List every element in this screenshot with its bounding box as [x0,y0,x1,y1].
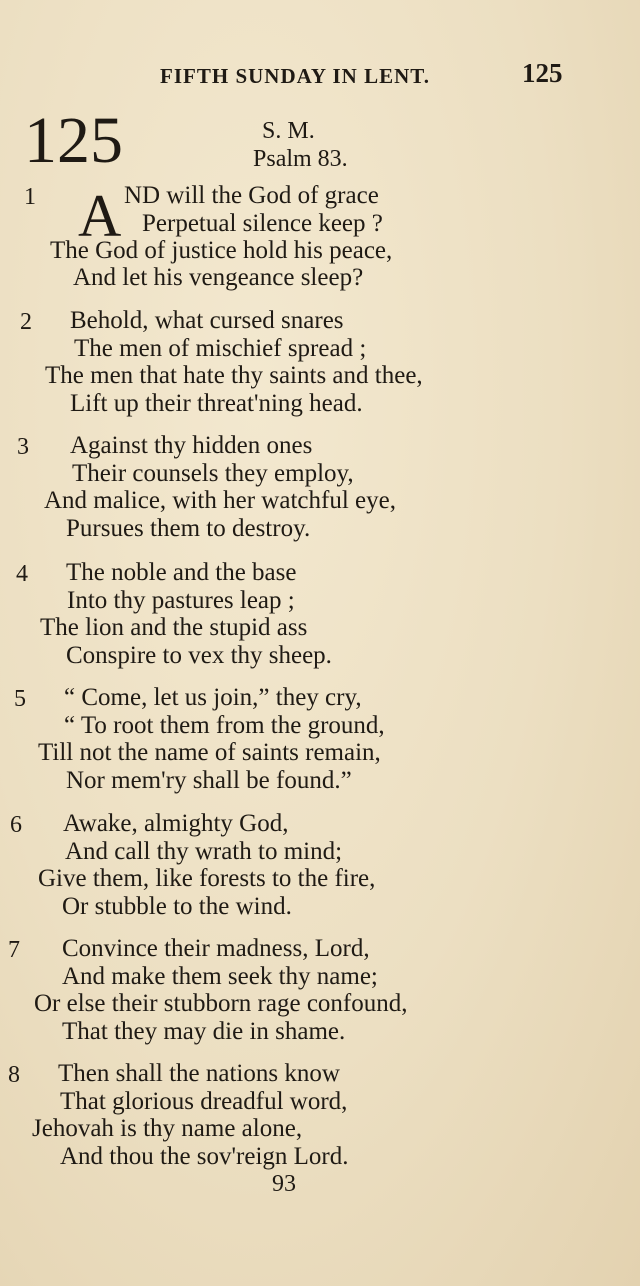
verse-line: Then shall the nations know [58,1060,340,1087]
verse-line: Perpetual silence keep ? [142,210,383,237]
verse-line: That they may die in shame. [62,1018,346,1045]
verse-line: And let his vengeance sleep? [73,264,364,291]
stanza-number: 4 [16,561,28,587]
verse-line: Pursues them to destroy. [66,515,311,542]
verse-line: Behold, what cursed snares [70,307,344,334]
signature-mark: 93 [272,1171,296,1197]
verse-line: The lion and the stupid ass [40,614,308,641]
stanza-number: 6 [10,812,22,838]
verse-line: “ Come, let us join,” they cry, [64,684,362,711]
stanza-number: 8 [8,1062,20,1088]
verse-line: Till not the name of saints remain, [38,739,381,766]
verse-line: Against thy hidden ones [70,432,313,459]
verse-line: Awake, almighty God, [63,810,289,837]
hymn-meter: S. M. [262,118,315,144]
verse-line: Or stubble to the wind. [62,893,292,920]
verse-line: Give them, like forests to the fire, [38,865,376,892]
stanza-number: 7 [8,937,20,963]
hymn-number: 125 [24,104,123,177]
verse-line: The God of justice hold his peace, [50,237,393,264]
verse-line: Convince their madness, Lord, [62,935,370,962]
verse-line: ND will the God of grace [124,182,379,209]
verse-line: The men of mischief spread ; [74,335,367,362]
verse-line: And thou the sov'reign Lord. [60,1143,349,1170]
verse-line: And make them seek thy name; [62,963,378,990]
stanza-number: 1 [24,184,36,210]
verse-line: Lift up their threat'ning head. [70,390,363,417]
verse-line: That glorious dreadful word, [60,1088,348,1115]
verse-line: Conspire to vex thy sheep. [66,642,332,669]
verse-line: “ To root them from the ground, [64,712,385,739]
verse-line: The men that hate thy saints and thee, [45,362,423,389]
verse-line: Nor mem'ry shall be found.” [66,767,352,794]
psalm-reference: Psalm 83. [253,146,348,172]
verse-line: Jehovah is thy name alone, [32,1115,303,1142]
stanza-number: 3 [17,434,29,460]
verse-line: Their counsels they employ, [72,460,354,487]
drop-cap: A [78,183,122,249]
verse-line: The noble and the base [66,559,297,586]
verse-line: Into thy pastures leap ; [67,587,295,614]
verse-line: And call thy wrath to mind; [65,838,343,865]
running-title: FIFTH SUNDAY IN LENT. [160,64,430,88]
verse-line: And malice, with her watchful eye, [44,487,396,514]
verse-line: Or else their stubborn rage confound, [34,990,408,1017]
page-number: 125 [522,58,563,88]
stanza-number: 2 [20,309,32,335]
stanza-number: 5 [14,686,26,712]
